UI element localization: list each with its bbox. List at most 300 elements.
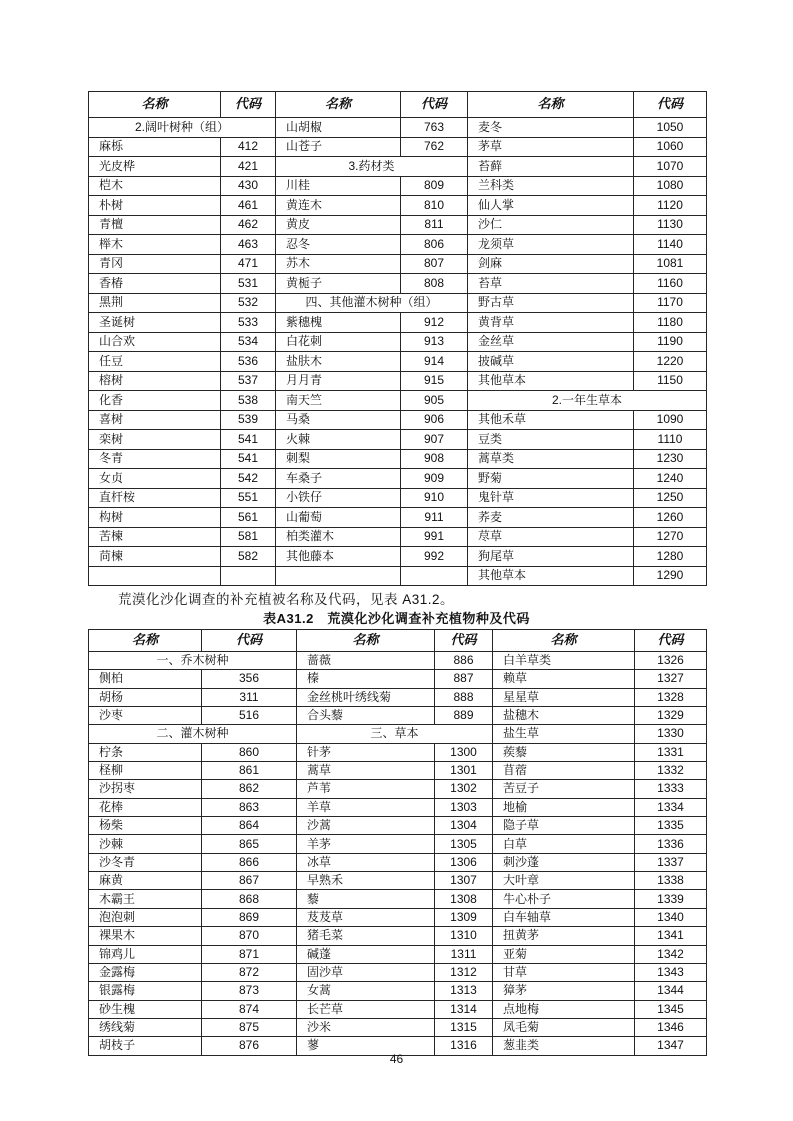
species-code-cell: 1341 — [635, 927, 707, 945]
species-name-cell: 侧柏 — [89, 670, 202, 688]
table-row — [89, 652, 707, 670]
species-code-cell: 534 — [221, 332, 276, 352]
species-name-cell: 苔草 — [468, 274, 634, 294]
species-name-cell: 川桂 — [276, 176, 401, 196]
species-name-cell: 月月青 — [276, 371, 401, 391]
species-name-cell: 芨芨草 — [297, 908, 435, 926]
table-row — [89, 508, 707, 528]
species-code-cell: 539 — [221, 410, 276, 430]
species-name-cell: 苦豆子 — [493, 780, 635, 798]
species-code-cell: 1160 — [634, 274, 707, 294]
species-name-cell: 苘楝 — [89, 547, 221, 567]
species-code-cell: 913 — [401, 332, 468, 352]
column-header: 代码 — [221, 92, 276, 118]
species-code-cell: 1336 — [635, 835, 707, 853]
species-name-cell: 沙仁 — [468, 215, 634, 235]
species-code-cell: 872 — [202, 963, 297, 981]
species-code-cell: 887 — [435, 670, 493, 688]
species-code-cell: 516 — [202, 707, 297, 725]
species-code-cell: 1110 — [634, 430, 707, 450]
species-name-cell: 马桑 — [276, 410, 401, 430]
species-code-cell: 807 — [401, 254, 468, 274]
species-code-cell: 1305 — [435, 835, 493, 853]
species-code-cell: 581 — [221, 527, 276, 547]
species-name-cell: 冬青 — [89, 449, 221, 469]
species-name-cell: 黑荆 — [89, 293, 221, 313]
species-name-cell: 盐穗木 — [493, 707, 635, 725]
species-name-cell: 柠条 — [89, 743, 202, 761]
table-a31-2-caption: 表A31.2 荒漠化沙化调查补充植物种及代码 — [263, 611, 530, 626]
species-code-cell: 864 — [202, 817, 297, 835]
species-code-cell: 1080 — [634, 176, 707, 196]
species-name-cell: 龙须草 — [468, 235, 634, 255]
table-row — [89, 293, 707, 313]
species-code-cell: 912 — [401, 313, 468, 333]
species-name-cell: 狗尾草 — [468, 547, 634, 567]
species-code-cell: 1337 — [635, 853, 707, 871]
species-name-cell: 山苍子 — [276, 137, 401, 157]
species-name-cell: 桤木 — [89, 176, 221, 196]
table-row — [89, 835, 707, 853]
species-name-cell: 大叶章 — [493, 872, 635, 890]
species-code-cell: 1270 — [634, 527, 707, 547]
species-name-cell: 青檀 — [89, 215, 221, 235]
species-code-cell: 861 — [202, 762, 297, 780]
section-header-cell: 三、草本 — [297, 725, 493, 743]
species-code-cell: 1300 — [435, 743, 493, 761]
species-code-cell: 1314 — [435, 1000, 493, 1018]
section-header-cell: 四、其他灌木树种（组） — [276, 293, 468, 313]
species-code-cell: 536 — [221, 352, 276, 372]
species-name-cell: 香椿 — [89, 274, 221, 294]
table-row — [89, 927, 707, 945]
species-code-cell: 905 — [401, 391, 468, 411]
species-name-cell: 獐茅 — [493, 982, 635, 1000]
table-row — [89, 853, 707, 871]
species-name-cell: 忍冬 — [276, 235, 401, 255]
species-name-cell: 其他禾草 — [468, 410, 634, 430]
species-name-cell: 沙棘 — [89, 835, 202, 853]
species-name-cell: 星星草 — [493, 688, 635, 706]
table-row — [89, 157, 707, 177]
species-code-cell: 541 — [221, 449, 276, 469]
species-code-cell: 863 — [202, 798, 297, 816]
table-row — [89, 371, 707, 391]
species-name-cell: 榕树 — [89, 371, 221, 391]
table-row — [89, 566, 707, 586]
column-header: 代码 — [401, 92, 468, 118]
species-code-cell: 1060 — [634, 137, 707, 157]
species-code-cell: 911 — [401, 508, 468, 528]
species-name-cell: 沙拐枣 — [89, 780, 202, 798]
species-code-cell: 1310 — [435, 927, 493, 945]
species-name-cell: 朴树 — [89, 196, 221, 216]
species-code-cell: 532 — [221, 293, 276, 313]
species-code-cell: 463 — [221, 235, 276, 255]
species-code-cell: 1290 — [634, 566, 707, 586]
species-code-cell: 1316 — [435, 1037, 493, 1055]
species-code-cell: 806 — [401, 235, 468, 255]
table-row — [89, 254, 707, 274]
species-code-cell: 915 — [401, 371, 468, 391]
species-name-cell: 黄连木 — [276, 196, 401, 216]
species-name-cell: 裸果木 — [89, 927, 202, 945]
species-name-cell: 扭黄茅 — [493, 927, 635, 945]
species-code-cell: 1312 — [435, 963, 493, 981]
species-code-cell: 909 — [401, 469, 468, 489]
species-code-cell: 1190 — [634, 332, 707, 352]
species-code-cell: 1338 — [635, 872, 707, 890]
species-code-cell: 873 — [202, 982, 297, 1000]
species-name-cell: 火棘 — [276, 430, 401, 450]
species-code-cell: 1345 — [635, 1000, 707, 1018]
species-name-cell: 隐子草 — [493, 817, 635, 835]
species-name-cell: 金丝草 — [468, 332, 634, 352]
species-code-cell: 1330 — [635, 725, 707, 743]
table-row — [89, 707, 707, 725]
species-name-cell: 构树 — [89, 508, 221, 528]
species-code-cell: 876 — [202, 1037, 297, 1055]
species-name-cell: 牛心朴子 — [493, 890, 635, 908]
table-row — [89, 725, 707, 743]
species-code-cell: 762 — [401, 137, 468, 157]
species-code-cell: 1050 — [634, 118, 707, 138]
species-code-cell: 430 — [221, 176, 276, 196]
species-name-cell: 沙冬青 — [89, 853, 202, 871]
species-name-cell: 胡枝子 — [89, 1037, 202, 1055]
species-name-cell: 白车轴草 — [493, 908, 635, 926]
table-row — [89, 391, 707, 411]
species-name-cell: 长芒草 — [297, 1000, 435, 1018]
page-number: 46 — [389, 1052, 404, 1066]
species-code-cell: 1315 — [435, 1018, 493, 1036]
species-code-cell: 1250 — [634, 488, 707, 508]
species-code-cell: 811 — [401, 215, 468, 235]
species-name-cell: 豆类 — [468, 430, 634, 450]
species-code-cell: 542 — [221, 469, 276, 489]
species-name-cell: 黄皮 — [276, 215, 401, 235]
species-name-cell: 栾树 — [89, 430, 221, 450]
table-row — [89, 743, 707, 761]
species-name-cell: 苜蓿 — [493, 762, 635, 780]
species-code-cell: 1307 — [435, 872, 493, 890]
column-header: 代码 — [435, 630, 493, 652]
species-code-cell: 1302 — [435, 780, 493, 798]
species-code-cell: 471 — [221, 254, 276, 274]
species-name-cell: 苔藓 — [468, 157, 634, 177]
table-row — [89, 332, 707, 352]
species-code-cell: 908 — [401, 449, 468, 469]
species-code-cell: 551 — [221, 488, 276, 508]
table-row — [89, 945, 707, 963]
species-name-cell: 点地梅 — [493, 1000, 635, 1018]
species-name-cell: 其他草本 — [468, 566, 634, 586]
species-name-cell: 花棒 — [89, 798, 202, 816]
species-code-cell: 1344 — [635, 982, 707, 1000]
species-name-cell: 其他草本 — [468, 371, 634, 391]
species-name-cell: 车桑子 — [276, 469, 401, 489]
species-code-cell: 865 — [202, 835, 297, 853]
table-row — [89, 982, 707, 1000]
species-name-cell: 冰草 — [297, 853, 435, 871]
table-row — [89, 688, 707, 706]
species-code-cell: 1260 — [634, 508, 707, 528]
species-code-cell: 1313 — [435, 982, 493, 1000]
species-code-cell: 862 — [202, 780, 297, 798]
table-row — [89, 890, 707, 908]
species-code-cell: 907 — [401, 430, 468, 450]
species-name-cell: 沙米 — [297, 1018, 435, 1036]
species-name-cell: 木霸王 — [89, 890, 202, 908]
section-header-cell: 一、乔木树种 — [89, 652, 297, 670]
species-name-cell: 麦冬 — [468, 118, 634, 138]
species-code-cell: 888 — [435, 688, 493, 706]
species-name-cell: 南天竺 — [276, 391, 401, 411]
species-code-cell: 810 — [401, 196, 468, 216]
species-name-cell: 亚菊 — [493, 945, 635, 963]
header-row — [89, 630, 707, 652]
species-name-cell: 沙蒿 — [297, 817, 435, 835]
species-name-cell: 剑麻 — [468, 254, 634, 274]
section-header-cell: 二、灌木树种 — [89, 725, 297, 743]
species-name-cell: 羊草 — [297, 798, 435, 816]
table-row — [89, 274, 707, 294]
species-name-cell: 麻黄 — [89, 872, 202, 890]
table-row — [89, 1018, 707, 1036]
species-name-cell: 兰科类 — [468, 176, 634, 196]
species-name-cell: 胡杨 — [89, 688, 202, 706]
species-code-cell: 991 — [401, 527, 468, 547]
species-code-cell: 538 — [221, 391, 276, 411]
column-header: 名称 — [297, 630, 435, 652]
empty-cell — [89, 566, 221, 586]
species-code-cell: 1334 — [635, 798, 707, 816]
table-row — [89, 137, 707, 157]
species-code-cell: 1340 — [635, 908, 707, 926]
table-row — [89, 798, 707, 816]
species-code-cell: 1328 — [635, 688, 707, 706]
species-code-cell: 763 — [401, 118, 468, 138]
species-name-cell: 金露梅 — [89, 963, 202, 981]
column-header: 名称 — [276, 92, 401, 118]
table-row — [89, 908, 707, 926]
species-name-cell: 直杆桉 — [89, 488, 221, 508]
species-name-cell: 赖草 — [493, 670, 635, 688]
species-code-cell: 311 — [202, 688, 297, 706]
table-row — [89, 670, 707, 688]
species-code-cell: 421 — [221, 157, 276, 177]
desertification-supplement-species-table — [88, 629, 707, 1056]
species-name-cell: 泡泡刺 — [89, 908, 202, 926]
table-row — [89, 469, 707, 489]
species-name-cell: 白羊草类 — [493, 652, 635, 670]
species-code-cell: 541 — [221, 430, 276, 450]
species-code-cell: 1303 — [435, 798, 493, 816]
species-code-cell: 1140 — [634, 235, 707, 255]
species-code-cell: 1326 — [635, 652, 707, 670]
species-name-cell: 沙枣 — [89, 707, 202, 725]
table-row — [89, 215, 707, 235]
species-code-cell: 1306 — [435, 853, 493, 871]
intro-paragraph: 荒漠化沙化调查的补充植被名称及代码，见表 A31.2。 — [118, 592, 455, 607]
species-code-cell: 1327 — [635, 670, 707, 688]
species-name-cell: 仙人掌 — [468, 196, 634, 216]
column-header: 代码 — [634, 92, 707, 118]
species-code-cell: 860 — [202, 743, 297, 761]
species-code-cell: 1081 — [634, 254, 707, 274]
species-name-cell: 其他藤本 — [276, 547, 401, 567]
species-code-cell: 874 — [202, 1000, 297, 1018]
column-header: 名称 — [493, 630, 635, 652]
species-code-cell: 1347 — [635, 1037, 707, 1055]
species-code-cell: 1280 — [634, 547, 707, 567]
species-code-cell: 1308 — [435, 890, 493, 908]
species-code-cell: 582 — [221, 547, 276, 567]
species-name-cell: 柏类灌木 — [276, 527, 401, 547]
species-name-cell: 羊茅 — [297, 835, 435, 853]
species-name-cell: 女贞 — [89, 469, 221, 489]
species-name-cell: 刺沙蓬 — [493, 853, 635, 871]
section-header-cell: 2.阔叶树种（组） — [89, 118, 276, 138]
species-code-cell: 1240 — [634, 469, 707, 489]
species-name-cell: 合头藜 — [297, 707, 435, 725]
section-header-cell: 3.药材类 — [276, 157, 468, 177]
species-name-cell: 榛 — [297, 670, 435, 688]
table-row — [89, 118, 707, 138]
species-name-cell: 蒿草类 — [468, 449, 634, 469]
species-name-cell: 茅草 — [468, 137, 634, 157]
species-name-cell: 青冈 — [89, 254, 221, 274]
species-name-cell: 针茅 — [297, 743, 435, 761]
species-code-cell: 1230 — [634, 449, 707, 469]
table-row — [89, 352, 707, 372]
species-name-cell: 任豆 — [89, 352, 221, 372]
species-code-cell: 914 — [401, 352, 468, 372]
species-code-cell: 889 — [435, 707, 493, 725]
species-name-cell: 蒺藜 — [493, 743, 635, 761]
column-header: 名称 — [89, 92, 221, 118]
species-code-cell: 356 — [202, 670, 297, 688]
species-name-cell: 苦楝 — [89, 527, 221, 547]
species-code-cell: 1346 — [635, 1018, 707, 1036]
species-name-cell: 藜 — [297, 890, 435, 908]
species-name-cell: 绣线菊 — [89, 1018, 202, 1036]
species-name-cell: 圣诞树 — [89, 313, 221, 333]
species-name-cell: 葱韭类 — [493, 1037, 635, 1055]
species-code-table-continued — [88, 91, 707, 586]
species-code-cell: 462 — [221, 215, 276, 235]
table-row — [89, 235, 707, 255]
table-row — [89, 430, 707, 450]
empty-cell — [221, 566, 276, 586]
species-code-cell: 1170 — [634, 293, 707, 313]
species-code-cell: 1130 — [634, 215, 707, 235]
table-row — [89, 762, 707, 780]
species-code-cell: 1339 — [635, 890, 707, 908]
table-row — [89, 1000, 707, 1018]
species-name-cell: 黄栀子 — [276, 274, 401, 294]
species-code-cell: 1333 — [635, 780, 707, 798]
species-name-cell: 蒿草 — [297, 762, 435, 780]
species-code-cell: 886 — [435, 652, 493, 670]
table-row — [89, 963, 707, 981]
species-name-cell: 锦鸡儿 — [89, 945, 202, 963]
species-code-cell: 531 — [221, 274, 276, 294]
species-name-cell: 白草 — [493, 835, 635, 853]
species-name-cell: 芦苇 — [297, 780, 435, 798]
species-name-cell: 蔷薇 — [297, 652, 435, 670]
table-row — [89, 196, 707, 216]
species-code-cell: 1090 — [634, 410, 707, 430]
species-code-cell: 1220 — [634, 352, 707, 372]
table-row — [89, 410, 707, 430]
species-name-cell: 榉木 — [89, 235, 221, 255]
species-code-cell: 1332 — [635, 762, 707, 780]
column-header: 代码 — [635, 630, 707, 652]
species-name-cell: 银露梅 — [89, 982, 202, 1000]
species-name-cell: 凤毛菊 — [493, 1018, 635, 1036]
table-row — [89, 527, 707, 547]
species-name-cell: 杨柴 — [89, 817, 202, 835]
species-code-cell: 868 — [202, 890, 297, 908]
species-code-cell: 1335 — [635, 817, 707, 835]
species-code-cell: 1304 — [435, 817, 493, 835]
species-code-cell: 537 — [221, 371, 276, 391]
table-row — [89, 176, 707, 196]
species-code-cell: 867 — [202, 872, 297, 890]
species-name-cell: 小铁仔 — [276, 488, 401, 508]
species-name-cell: 柽柳 — [89, 762, 202, 780]
species-code-cell: 412 — [221, 137, 276, 157]
species-code-cell: 1309 — [435, 908, 493, 926]
species-name-cell: 荞麦 — [468, 508, 634, 528]
species-name-cell: 固沙草 — [297, 963, 435, 981]
species-name-cell: 砂生槐 — [89, 1000, 202, 1018]
section-header-cell: 2.一年生草本 — [468, 391, 707, 411]
species-code-cell: 1329 — [635, 707, 707, 725]
species-name-cell: 麻栎 — [89, 137, 221, 157]
species-name-cell: 山合欢 — [89, 332, 221, 352]
species-name-cell: 黄背草 — [468, 313, 634, 333]
species-name-cell: 白花刺 — [276, 332, 401, 352]
column-header: 名称 — [89, 630, 202, 652]
species-code-cell: 1311 — [435, 945, 493, 963]
header-row — [89, 92, 707, 118]
species-code-cell: 866 — [202, 853, 297, 871]
species-name-cell: 野古草 — [468, 293, 634, 313]
species-name-cell: 披碱草 — [468, 352, 634, 372]
species-name-cell: 光皮桦 — [89, 157, 221, 177]
species-code-cell: 1180 — [634, 313, 707, 333]
table-row — [89, 780, 707, 798]
species-code-cell: 910 — [401, 488, 468, 508]
species-code-cell: 1331 — [635, 743, 707, 761]
species-code-cell: 992 — [401, 547, 468, 567]
species-code-cell: 1120 — [634, 196, 707, 216]
species-name-cell: 山葡萄 — [276, 508, 401, 528]
species-name-cell: 猪毛菜 — [297, 927, 435, 945]
species-code-cell: 869 — [202, 908, 297, 926]
table-row — [89, 488, 707, 508]
species-code-cell: 871 — [202, 945, 297, 963]
species-name-cell: 喜树 — [89, 410, 221, 430]
species-name-cell: 蓼 — [297, 1037, 435, 1055]
species-name-cell: 碱蓬 — [297, 945, 435, 963]
species-name-cell: 鬼针草 — [468, 488, 634, 508]
table-row — [89, 313, 707, 333]
species-name-cell: 紫穗槐 — [276, 313, 401, 333]
species-name-cell: 女蒿 — [297, 982, 435, 1000]
